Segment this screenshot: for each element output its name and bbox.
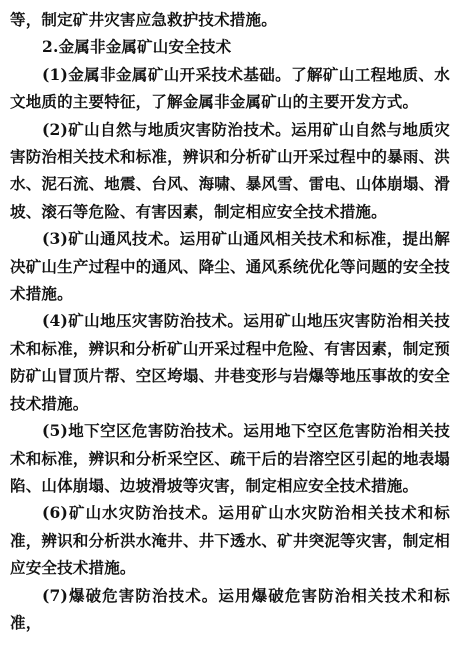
paragraph-blasting-hazards: (7)爆破危害防治技术。运用爆破危害防治相关技术和标准， [10,585,450,632]
paragraph-mining-basics: (1)金属非金属矿山开采技术基础。了解矿山工程地质、水文地质的主要特征，了解金属非金属矿山的主要开发方式。 [10,64,450,112]
section-title: 金属非金属矿山安全技术 [58,37,232,57]
section-number: 2. [42,37,59,57]
document-page [10,6,450,636]
paragraph-ventilation: (3)矿山通风技术。运用矿山通风相关技术和标准，提出解决矿山生产过程中的通风、降尘、通风系统优化等问题的安全技术措施。 [10,229,450,304]
lead-fragment: 等，制定矿井灾害应急救护技术措施。 [10,10,277,29]
paragraph-geological-hazards: (2)矿山自然与地质灾害防治技术。运用矿山自然与地质灾害防治相关技术和标准，辨识和分析矿山开采过程中的暴雨、洪水、泥石流、地震、台风、海啸、暴风雪、雷电、山体崩塌、滑坡、滚石等危险、有害因素，制定相应安全技术措施。 [10,119,450,221]
section-heading [10,33,450,60]
paragraph-flood-prevention: (6)矿山水灾防治技术。运用矿山水灾防治相关技术和标准，辨识和分析洪水淹井、井下透水、矿井突泥等灾害，制定相应安全技术措施。 [10,503,450,578]
paragraph-underground-voids: (5)地下空区危害防治技术。运用地下空区危害防治相关技术和标准，辨识和分析采空区、疏干后的岩溶空区引起的地表塌陷、山体崩塌、边坡滑坡等灾害，制定相应安全技术措施。 [10,421,450,495]
paragraph-ground-pressure: (4)矿山地压灾害防治技术。运用矿山地压灾害防治相关技术和标准，辨识和分析矿山开采过程中危险、有害因素，制定预防矿山冒顶片帮、空区垮塌、井巷变形与岩爆等地压事故的安全技术措施。 [10,311,450,413]
